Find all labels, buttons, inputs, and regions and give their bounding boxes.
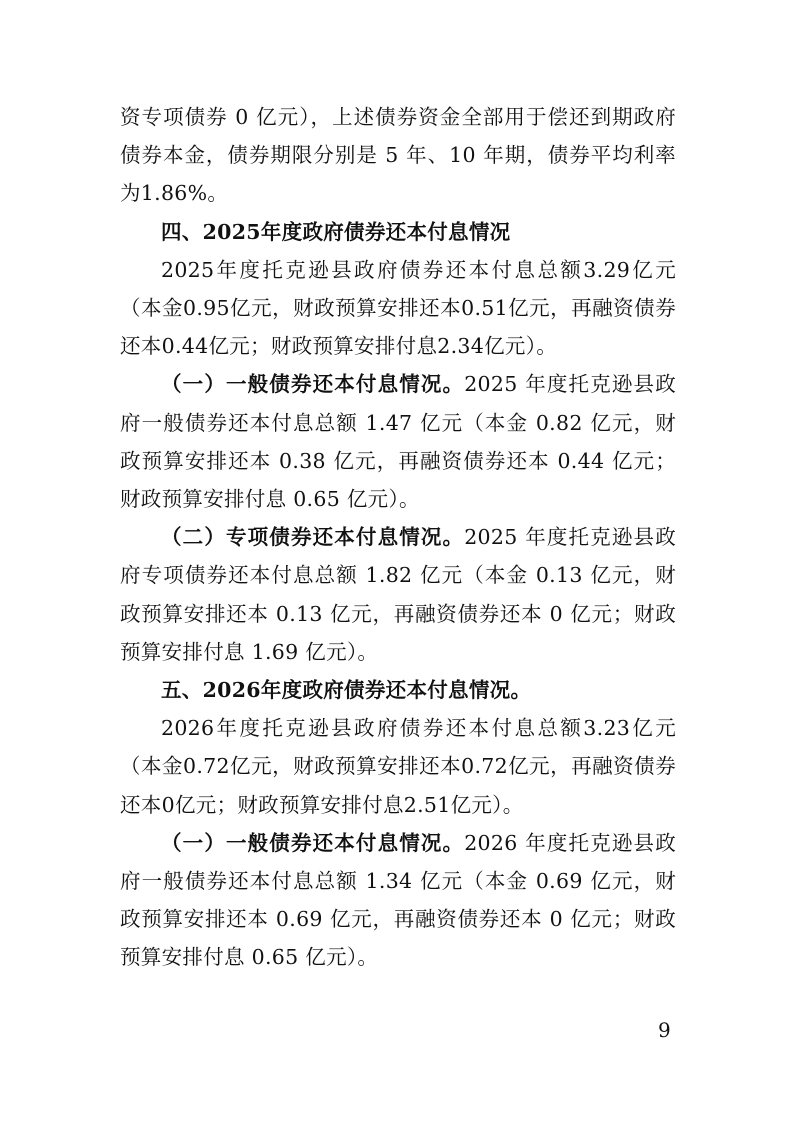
subheading-2025-general-bond: （一）一般债券还本付息情况。	[161, 372, 465, 397]
paragraph-2026-total-repayment: 2026年度托克逊县政府债券还本付息总额3.23亿元（本金0.72亿元，财政预算安排还本0.72亿元，再融资债券还本0亿元；财政预算安排付息2.51亿元）。	[120, 716, 676, 817]
paragraph-2025-special-bond-repayment	[120, 518, 676, 671]
paragraph-2025-general-bond-repayment	[120, 365, 676, 518]
text-2026-general-bond: 2026 年度托克逊县政府一般债券还本付息总额 1.34 亿元（本金 0.69 亿元，财政预算安排还本 0.69 亿元，再融资债券还本 0 亿元；财政预算安排付息 0.65 亿元）。	[120, 830, 676, 970]
page-number: 9	[658, 1018, 671, 1042]
text-2025-general-bond: 2025 年度托克逊县政府一般债券还本付息总额 1.47 亿元（本金 0.82 亿元，财政预算安排还本 0.38 亿元，再融资债券还本 0.44 亿元；财政预算安排付息 0.65 亿元）。	[120, 372, 676, 512]
section-heading-2025-repayment: 四、2025年度政府债券还本付息情况	[161, 219, 511, 244]
paragraph-bond-issuance-continued: 资专项债券 0 亿元），上述债券资金全部用于偿还到期政府债券本金，债券期限分别是 5 年、10 年期，债券平均利率为1.86%。	[120, 105, 676, 206]
paragraph-2025-total-repayment: 2025年度托克逊县政府债券还本付息总额3.29亿元（本金0.95亿元，财政预算安排还本0.51亿元，再融资债券还本0.44亿元；财政预算安排付息2.34亿元）。	[120, 257, 676, 359]
paragraph-2026-general-bond-repayment	[120, 824, 676, 977]
document-body	[120, 98, 676, 977]
subheading-2026-general-bond: （一）一般债券还本付息情况。	[161, 830, 465, 855]
text-2025-special-bond: 2025 年度托克逊县政府专项债券还本付息总额 1.82 亿元（本金 0.13 亿元，财政预算安排还本 0.13 亿元，再融资债券还本 0 亿元；财政预算安排付息 1.69 亿元）。	[120, 525, 676, 664]
subheading-2025-special-bond: （二）专项债券还本付息情况。	[161, 525, 465, 550]
section-heading-2026-repayment: 五、2026年度政府债券还本付息情况。	[161, 678, 532, 703]
